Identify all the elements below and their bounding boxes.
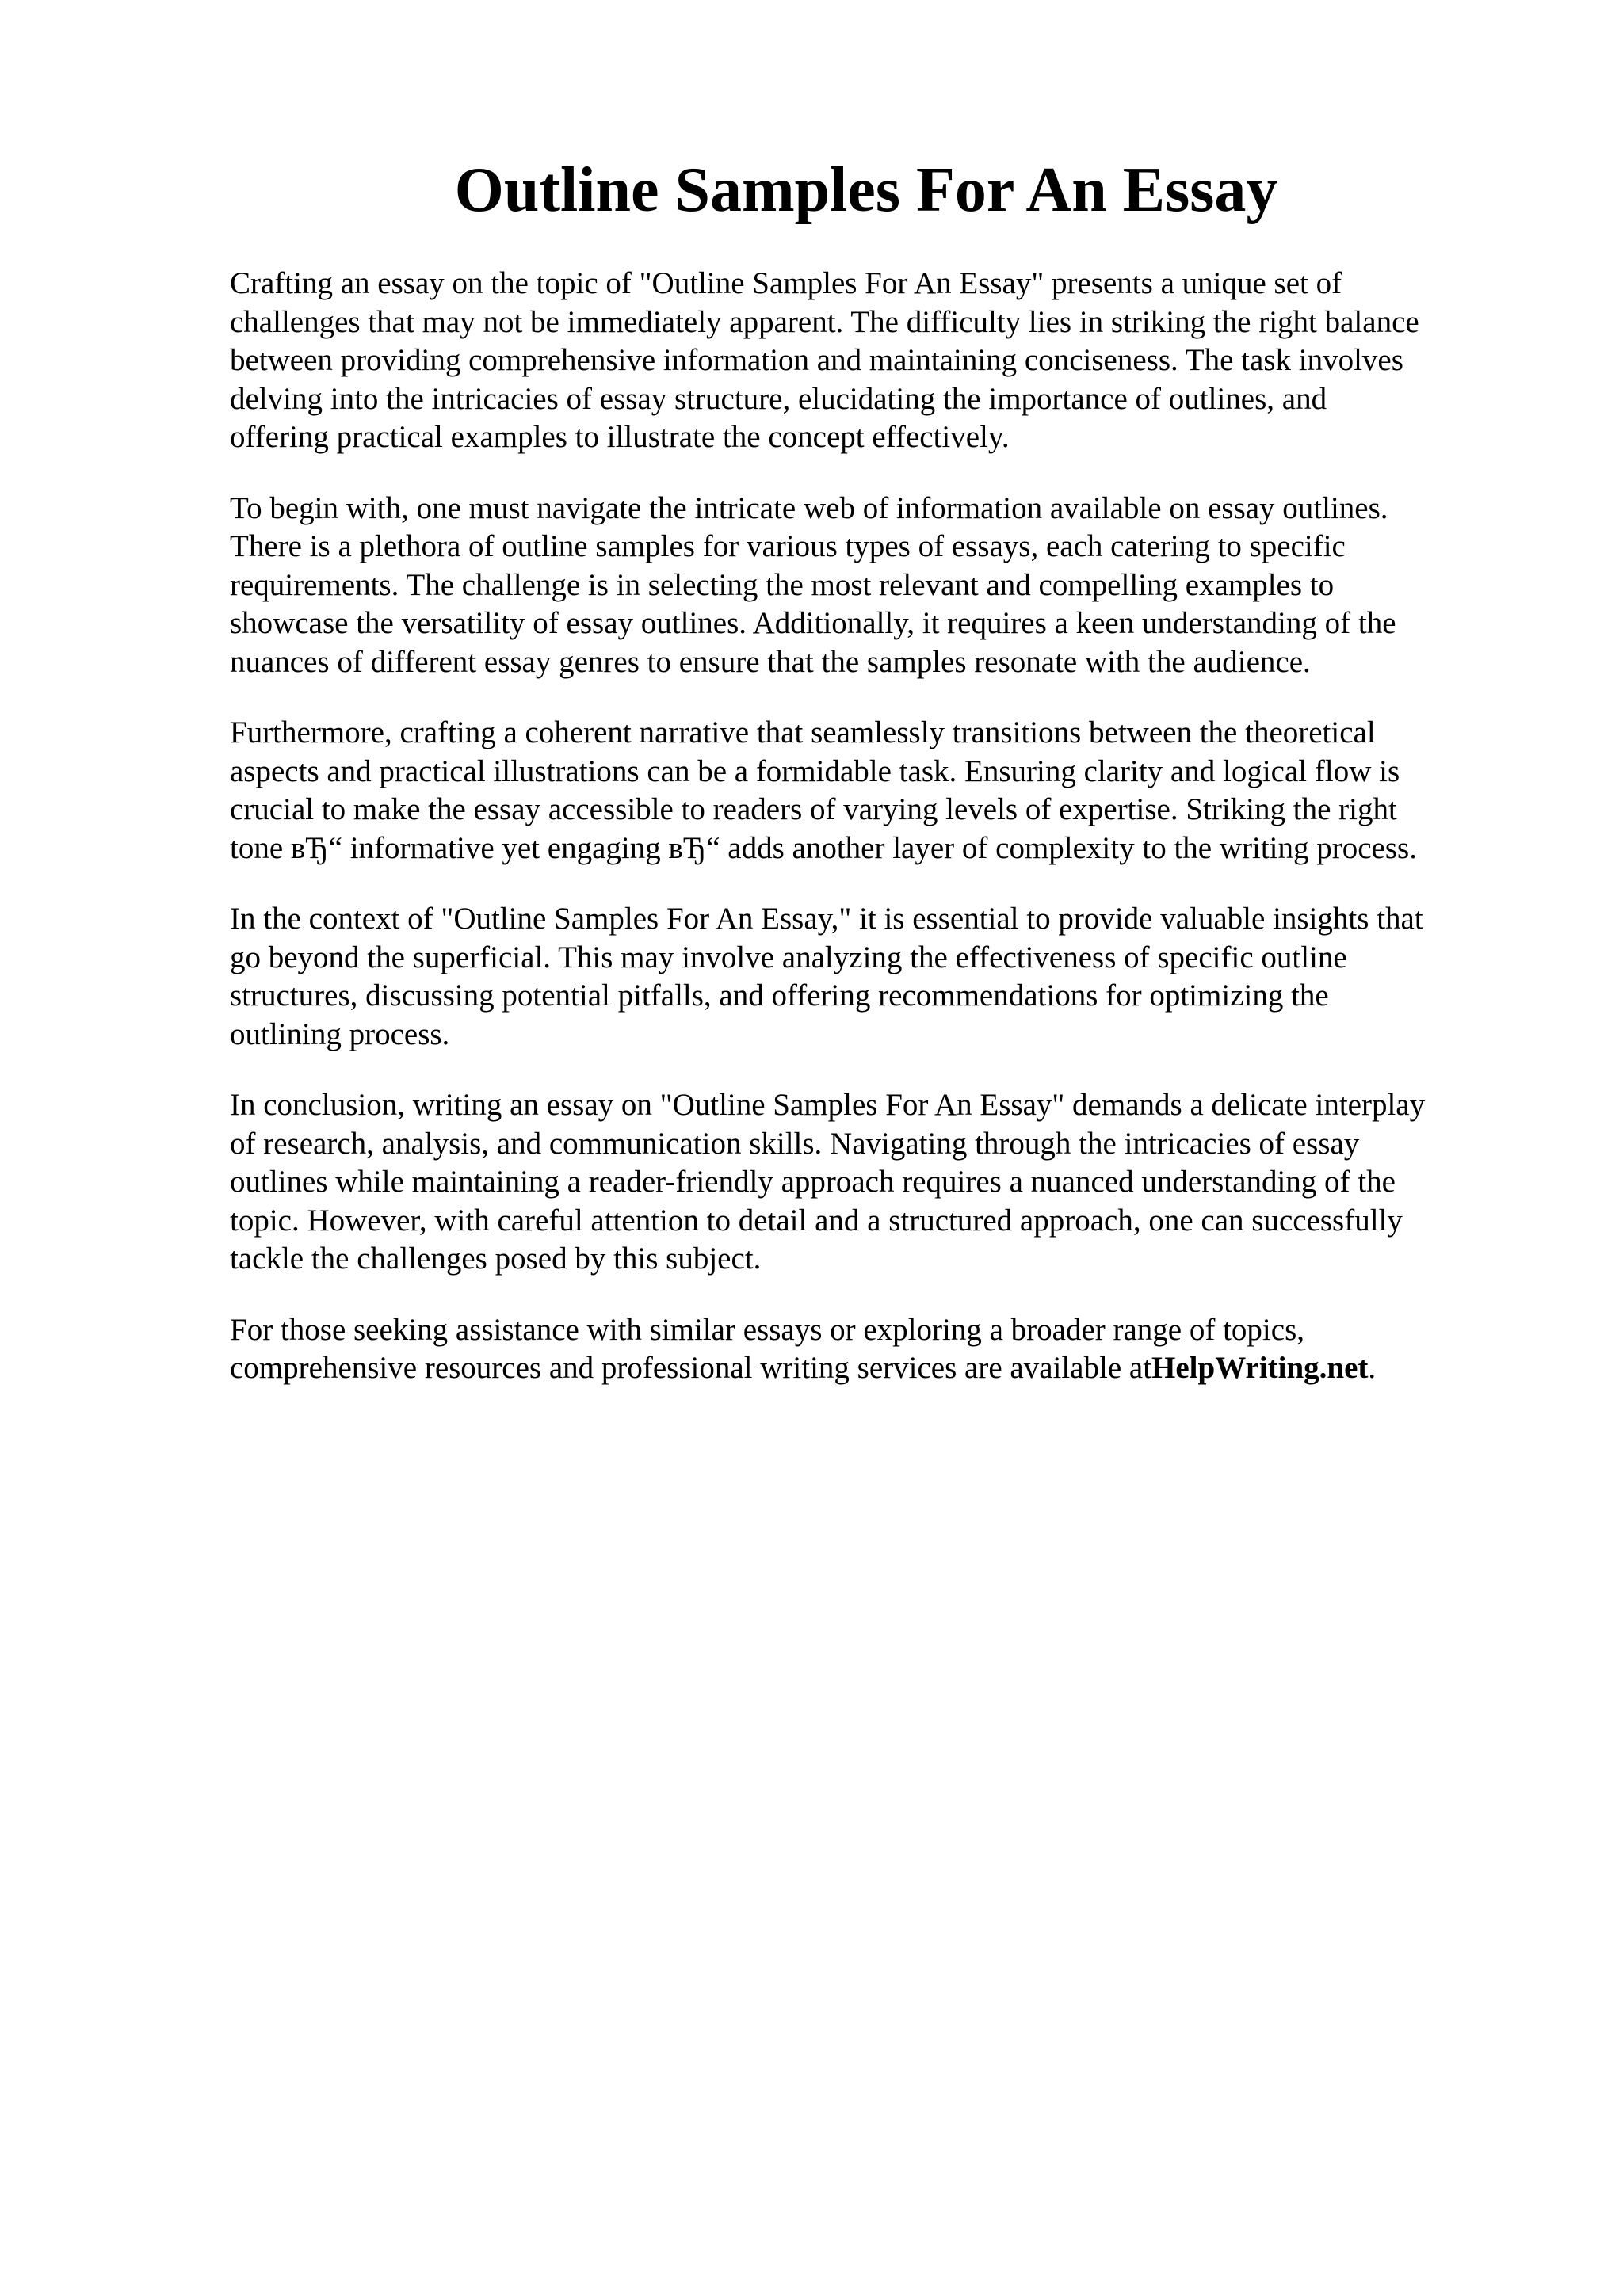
document-body [230, 265, 1498, 1421]
paragraph-line: offering practical examples to illustrate the concept effectively. [230, 420, 1010, 454]
paragraph-1 [230, 265, 1498, 457]
paragraph-line: Furthermore, crafting a coherent narrative that seamlessly transitions between the theoretical [230, 715, 1376, 749]
paragraph-line: To begin with, one must navigate the intricate web of information available on essay outlines. [230, 490, 1388, 525]
paragraph-line: of research, analysis, and communication skills. Navigating through the intricacies of essay [230, 1126, 1360, 1161]
paragraph-line: Crafting an essay on the topic of "Outline Samples For An Essay" presents a unique set of [230, 266, 1342, 300]
paragraph-line: In the context of "Outline Samples For An Essay," it is essential to provide valuable insights that [230, 902, 1423, 936]
paragraph-line: structures, discussing potential pitfalls, and offering recommendations for optimizing the [230, 978, 1329, 1013]
closing-line [230, 1349, 1498, 1388]
closing-period: . [1368, 1351, 1377, 1385]
paragraph-line: crucial to make the essay accessible to readers of varying levels of expertise. Striking the right [230, 792, 1397, 826]
paragraph-line: between providing comprehensive information and maintaining conciseness. The task involves [230, 343, 1403, 377]
paragraph-3 [230, 714, 1498, 868]
closing-text: comprehensive resources and professional writing services are available at [230, 1351, 1152, 1385]
paragraph-line: For those seeking assistance with similar essays or exploring a broader range of topics, [230, 1312, 1304, 1347]
closing-paragraph [230, 1311, 1498, 1388]
paragraph-line: requirements. The challenge is in selecting the most relevant and compelling examples to [230, 567, 1335, 602]
paragraph-line: tone вЂ“ informative yet engaging вЂ“ adds another layer of complexity to the writing process. [230, 830, 1417, 865]
paragraph-line: There is a plethora of outline samples for various types of essays, each catering to specific [230, 529, 1346, 563]
paragraph-line: outlining process. [230, 1016, 450, 1051]
helpwriting-link[interactable]: HelpWriting.net [1151, 1351, 1369, 1385]
paragraph-4 [230, 900, 1498, 1054]
paragraph-line: nuances of different essay genres to ensure that the samples resonate with the audience. [230, 644, 1311, 679]
paragraph-line: In conclusion, writing an essay on "Outline Samples For An Essay" demands a delicate interplay [230, 1088, 1426, 1122]
paragraph-line: aspects and practical illustrations can be a formidable task. Ensuring clarity and logical flow is [230, 753, 1400, 788]
paragraph-line: challenges that may not be immediately apparent. The difficulty lies in striking the right balance [230, 304, 1419, 339]
paragraph-line: topic. However, with careful attention to detail and a structured approach, one can successfully [230, 1203, 1403, 1238]
paragraph-line: delving into the intricacies of essay structure, elucidating the importance of outlines, and [230, 381, 1327, 416]
paragraph-2 [230, 490, 1498, 682]
paragraph-line: go beyond the superficial. This may involve analyzing the effectiveness of specific outline [230, 940, 1347, 974]
paragraph-line: tackle the challenges posed by this subject. [230, 1241, 762, 1276]
paragraph-line: outlines while maintaining a reader-friendly approach requires a nuanced understanding of the [230, 1165, 1396, 1199]
document-title: Outline Samples For An Essay [454, 155, 1278, 225]
paragraph-line: showcase the versatility of essay outlines. Additionally, it requires a keen understanding of the [230, 606, 1396, 640]
paragraph-5 [230, 1086, 1498, 1279]
